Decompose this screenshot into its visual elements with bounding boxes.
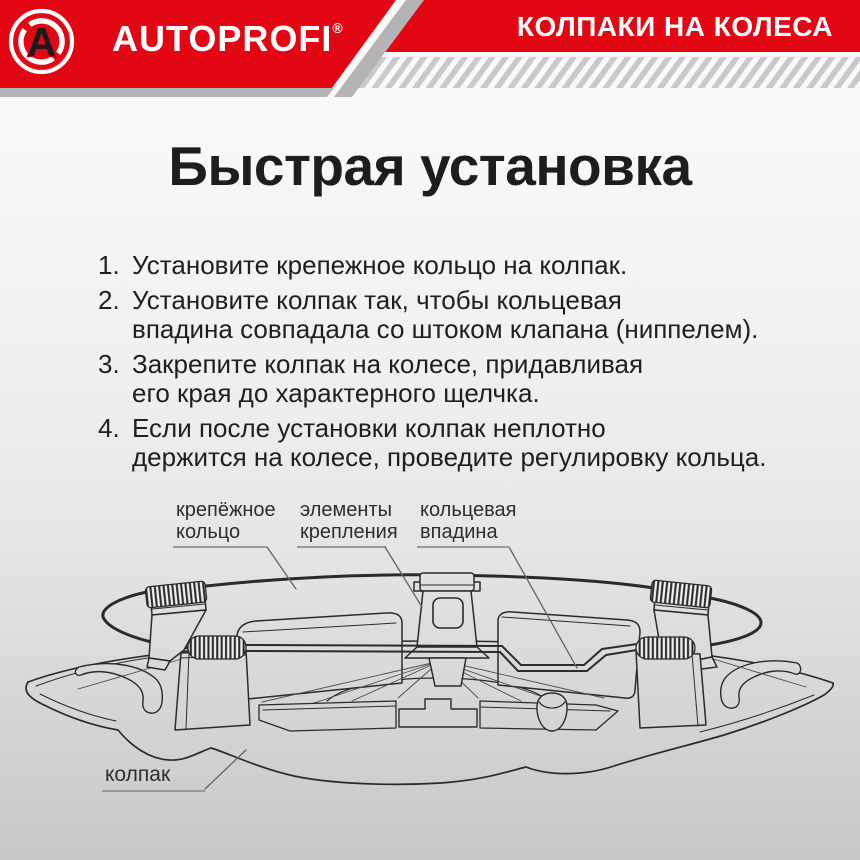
page-title: Быстрая установка	[168, 135, 692, 197]
step-1	[98, 251, 798, 280]
installation-steps	[98, 251, 798, 478]
leader-fastening-elements	[385, 547, 422, 607]
floor-details	[259, 693, 618, 731]
step-number: 3.	[98, 349, 120, 379]
banner-shadow-bottom	[0, 88, 334, 97]
brand-name: AUTOPROFI	[112, 18, 333, 59]
step-line: Если после установки колпак неплотно	[132, 413, 606, 443]
valve-stem-hole	[537, 693, 567, 731]
leader-cap	[205, 750, 246, 789]
category-title: КОЛПАКИ НА КОЛЕСА	[516, 11, 833, 42]
step-3	[98, 350, 798, 408]
step-line: Установите крепежное кольцо на колпак.	[132, 250, 628, 280]
label-line: впадина	[420, 520, 498, 543]
step-line: Установите колпак так, чтобы кольцевая	[132, 285, 622, 315]
label-line: элементы	[300, 499, 393, 521]
step-line: держится на колесе, проведите регулировку кольца.	[132, 442, 767, 472]
center-cutout	[399, 699, 477, 727]
step-2	[98, 286, 798, 344]
label-line: кольцевая	[420, 499, 517, 521]
leader-mounting-ring	[267, 547, 296, 589]
wheel-cover-illustration	[0, 540, 860, 820]
step-number: 2.	[98, 285, 120, 315]
brand-wordmark	[112, 18, 343, 59]
hazard-stripe-band	[352, 57, 860, 88]
logo-letter: A	[26, 19, 57, 65]
step-line: его края до характерного щелчка.	[132, 378, 540, 408]
step-number: 4.	[98, 413, 120, 443]
step-line: Закрепите колпак на колесе, придавливая	[132, 349, 644, 379]
step-line: впадина совпадала со штоком клапана (ниппелем).	[132, 314, 759, 344]
center-clip	[405, 573, 489, 686]
label-line: крепёжное	[176, 499, 276, 521]
autoprofi-logo	[11, 11, 72, 72]
step-number: 1.	[98, 250, 120, 280]
label-line: кольцо	[176, 520, 241, 543]
label-line: крепления	[300, 520, 398, 543]
label-cap: колпак	[102, 763, 205, 792]
step-4	[98, 414, 798, 472]
registered-mark: ®	[332, 20, 343, 36]
